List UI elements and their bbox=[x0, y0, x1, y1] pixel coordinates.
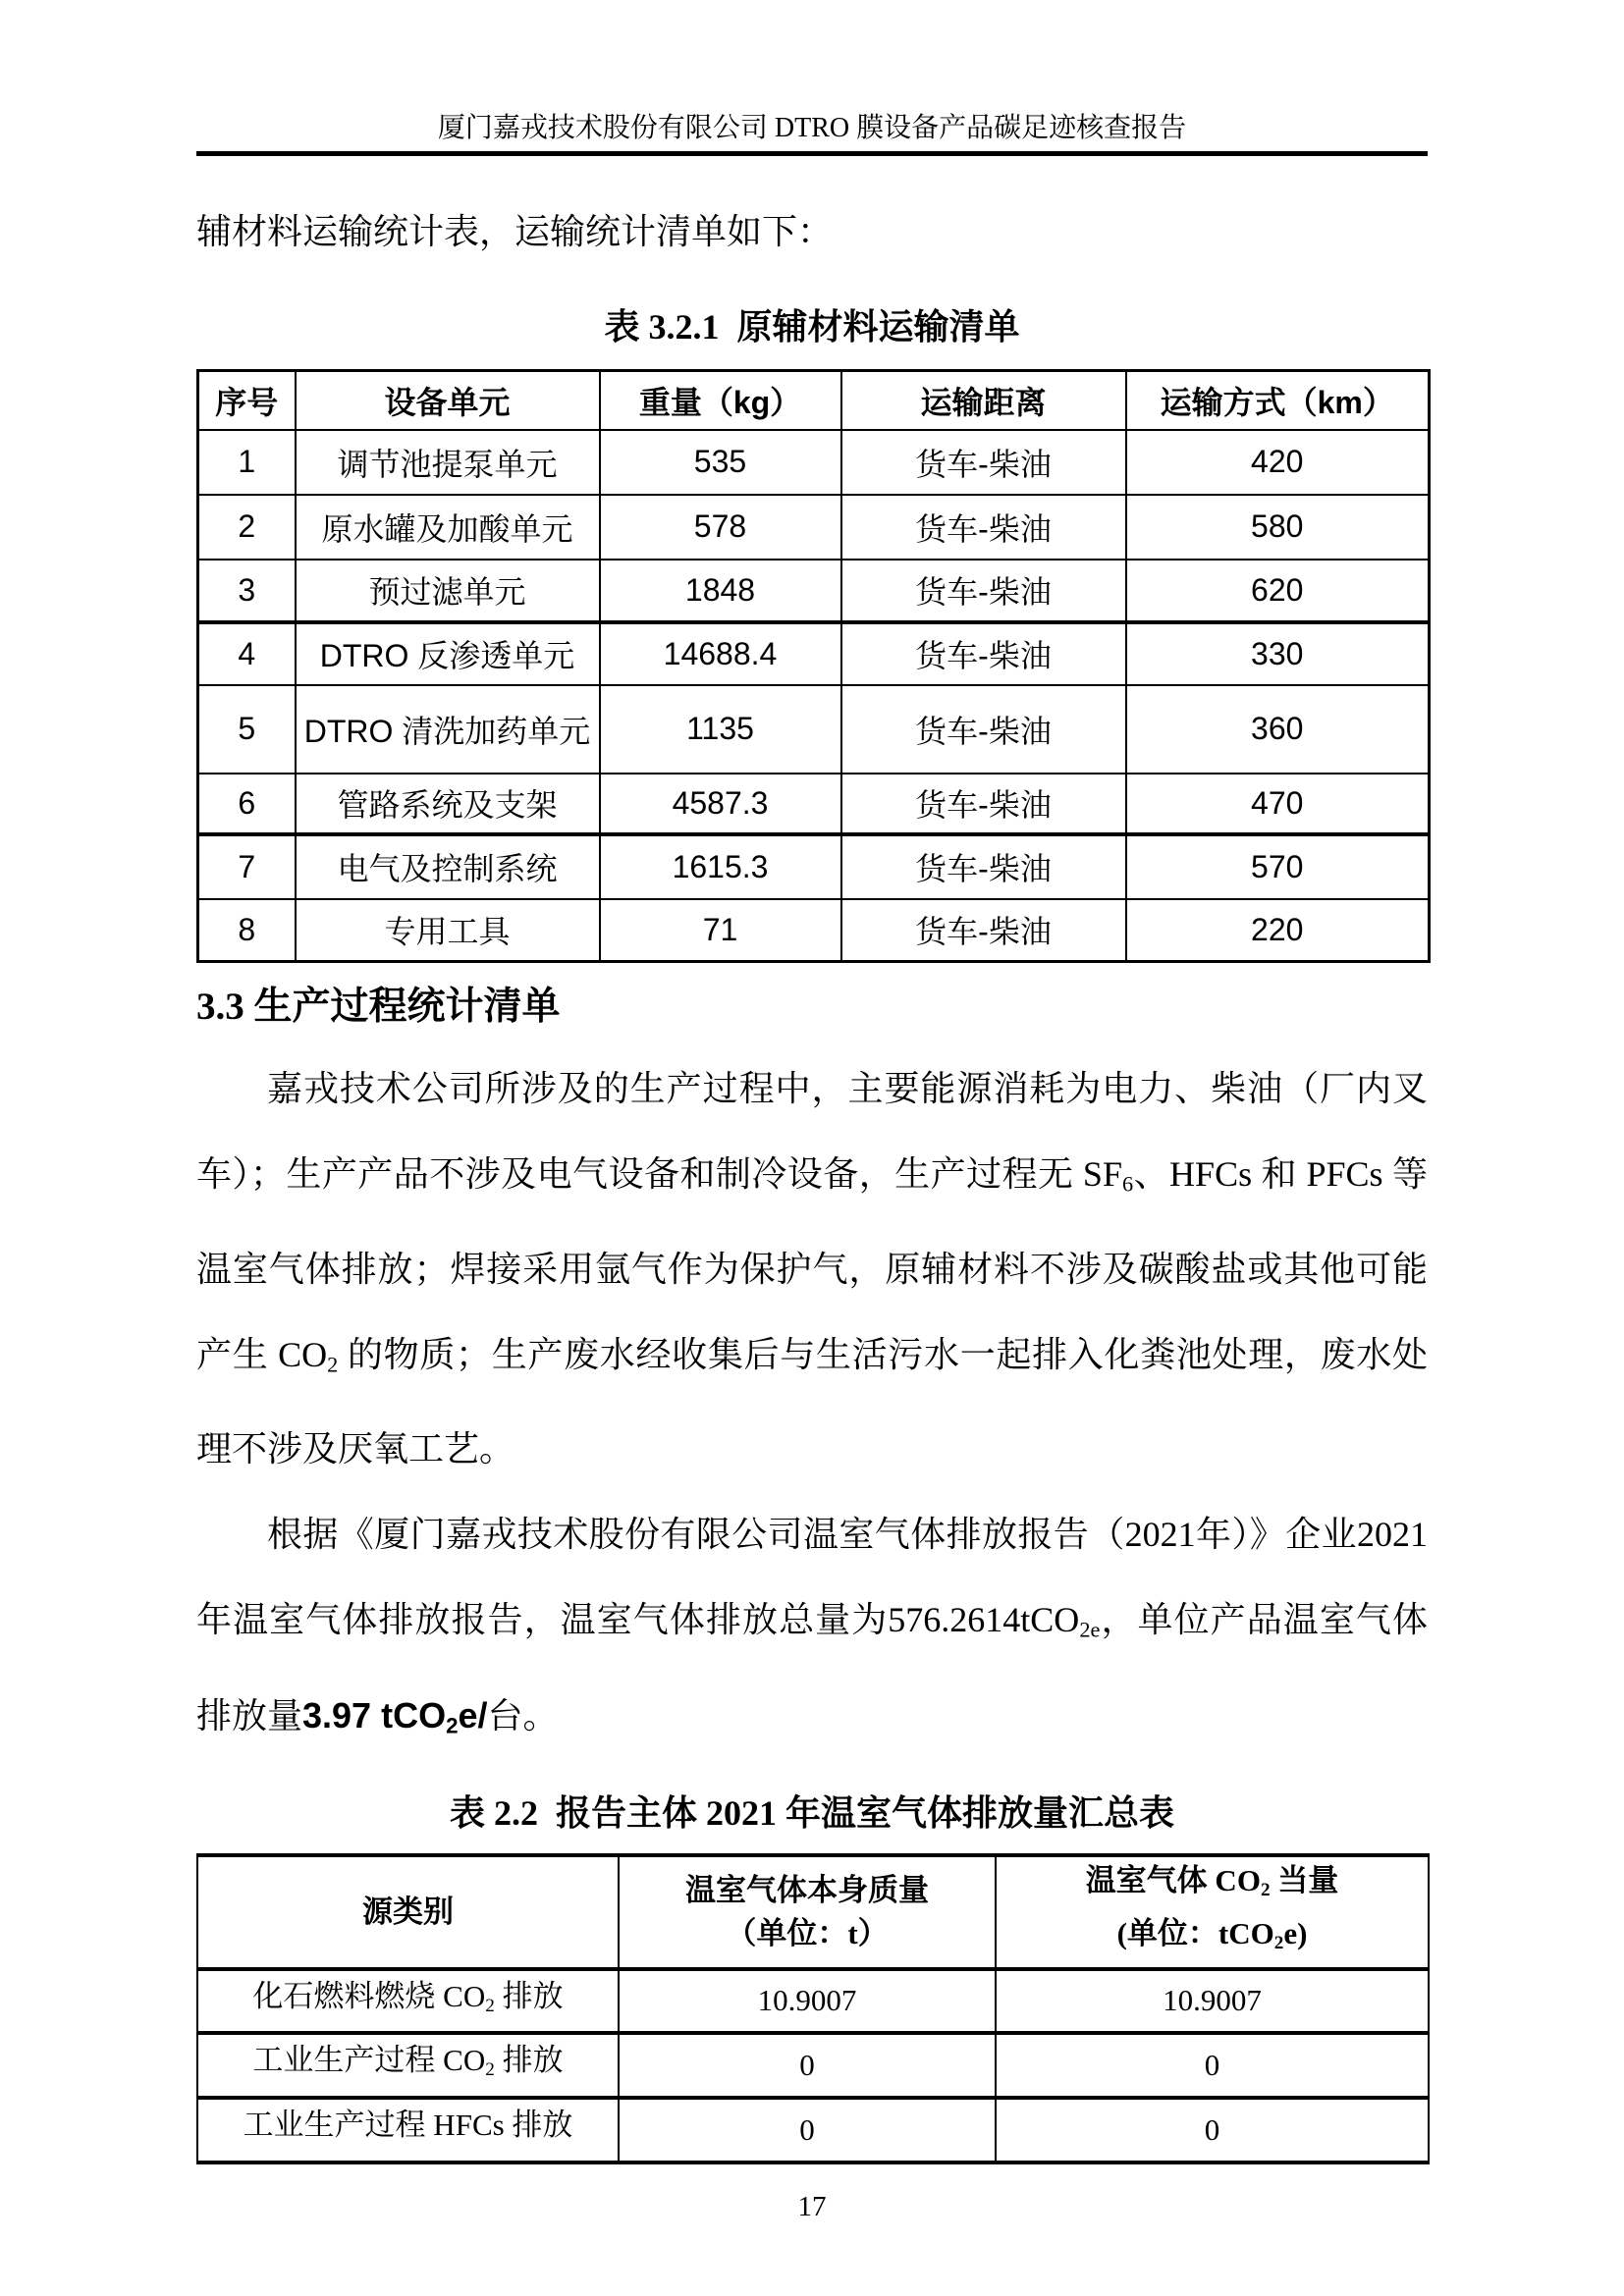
cell-unit: 电气及控制系统 bbox=[296, 834, 600, 899]
para1-text: 的物质；生产废水经收集后与生活污水一起排入化粪池处理，废水处理不涉及厌氧工艺。 bbox=[196, 1334, 1428, 1469]
cell-index: 5 bbox=[198, 685, 296, 774]
subscript-co2: 2 bbox=[1260, 1880, 1271, 1901]
cell-distance: 货车-柴油 bbox=[841, 899, 1126, 962]
col-header-weight: 重量（kg） bbox=[600, 371, 841, 430]
col-header-co2e bbox=[996, 1855, 1429, 1969]
cell-mode: 570 bbox=[1126, 834, 1430, 899]
cell-weight: 535 bbox=[600, 430, 841, 495]
cell-co2e-value: 0 bbox=[996, 2033, 1429, 2098]
cell-mode: 420 bbox=[1126, 430, 1430, 495]
cell-distance: 货车-柴油 bbox=[841, 774, 1126, 834]
para2-unit-value: 3.97 tCO bbox=[302, 1694, 447, 1735]
cell-distance: 货车-柴油 bbox=[841, 685, 1126, 774]
cell-index: 6 bbox=[198, 774, 296, 834]
table-row bbox=[198, 622, 1430, 685]
table-row bbox=[198, 495, 1430, 560]
header-mass-line1: 温室气体本身质量 bbox=[685, 1873, 929, 1908]
table-row bbox=[198, 774, 1430, 834]
source-label-text: 工业生产过程 CO bbox=[252, 2043, 486, 2077]
col-header-mass bbox=[619, 1855, 996, 1969]
cell-source-label bbox=[197, 2098, 619, 2163]
table-row bbox=[197, 1969, 1429, 2033]
cell-weight: 578 bbox=[600, 495, 841, 560]
table-row bbox=[197, 2033, 1429, 2098]
cell-index: 1 bbox=[198, 430, 296, 495]
para1-text: 嘉戎技术公司所涉及的生产过程中，主要能源消耗为电力、柴油（厂内叉车）；生产产品不涉及电气设备和制冷设备，生产过程无 SF bbox=[196, 1069, 1428, 1194]
cell-distance: 货车-柴油 bbox=[841, 560, 1126, 622]
cell-distance: 货车-柴油 bbox=[841, 622, 1126, 685]
table-row bbox=[198, 899, 1430, 962]
cell-distance: 货车-柴油 bbox=[841, 430, 1126, 495]
para2-text: 根据《厦门嘉戎技术股份有限公司温室气体排放报告（2021年）》企业2021年温室气体排放报告，温室气体排放总量为 bbox=[196, 1515, 1428, 1640]
col-header-unit: 设备单元 bbox=[296, 371, 600, 430]
para2-unit-value-suffix: e/ bbox=[458, 1694, 488, 1735]
table-row bbox=[198, 685, 1430, 774]
lead-text: 辅材料运输统计表，运输统计清单如下： bbox=[196, 212, 834, 251]
para1-text: 、HFCs 和 PFCs 等温室气体排放；焊接采用氩气作为保护气，原辅材料不涉及碳酸盐或其他可能产生 CO bbox=[196, 1154, 1429, 1374]
subscript-tco2e: 2 bbox=[1273, 1932, 1284, 1953]
cell-weight: 1615.3 bbox=[600, 834, 841, 899]
source-label-text: 排放 bbox=[494, 2043, 564, 2077]
cell-co2e-value: 10.9007 bbox=[996, 1969, 1429, 2033]
page-header bbox=[196, 0, 1428, 156]
page-header-title: 厦门嘉戎技术股份有限公司 DTRO 膜设备产品碳足迹核查报告 bbox=[437, 113, 1187, 143]
table1-caption: 表 3.2.1 原辅材料运输清单 bbox=[604, 307, 1020, 347]
cell-unit: 管路系统及支架 bbox=[296, 774, 600, 834]
subscript-tco2e: 2e bbox=[1079, 1617, 1101, 1642]
cell-mass-value: 0 bbox=[619, 2098, 996, 2163]
cell-mode: 620 bbox=[1126, 560, 1430, 622]
subscript-co2: 2 bbox=[327, 1352, 339, 1377]
table-header-row bbox=[197, 1855, 1429, 1969]
table2-caption: 表 2.2 报告主体 2021 年温室气体排放量汇总表 bbox=[449, 1793, 1174, 1834]
cell-weight: 14688.4 bbox=[600, 622, 841, 685]
subscript-tco2e-unit: 2 bbox=[446, 1713, 459, 1738]
cell-co2e-value: 0 bbox=[996, 2098, 1429, 2163]
subscript-co2: 2 bbox=[485, 2058, 495, 2080]
subscript-sf6: 6 bbox=[1121, 1171, 1134, 1197]
header-co2e-line1: 温室气体 CO bbox=[1085, 1863, 1261, 1898]
cell-distance: 货车-柴油 bbox=[841, 834, 1126, 899]
header-co2e-line1b: 当量 bbox=[1270, 1863, 1339, 1898]
para2-text: 台。 bbox=[487, 1695, 559, 1735]
table-row bbox=[198, 430, 1430, 495]
para2-total-value: 576.2614tCO bbox=[888, 1600, 1080, 1640]
cell-mass-value: 0 bbox=[619, 2033, 996, 2098]
cell-unit: 调节池提泵单元 bbox=[296, 430, 600, 495]
table-row bbox=[198, 834, 1430, 899]
cell-unit: 专用工具 bbox=[296, 899, 600, 962]
cell-source-label bbox=[197, 2033, 619, 2098]
table-row bbox=[197, 2098, 1429, 2163]
cell-unit: 原水罐及加酸单元 bbox=[296, 495, 600, 560]
source-label-text: 排放 bbox=[494, 1978, 564, 2013]
page-number: 17 bbox=[797, 2190, 827, 2222]
header-rule bbox=[196, 151, 1428, 156]
paragraph-ghg-report bbox=[196, 1492, 1428, 1768]
paragraph-production-process bbox=[196, 1046, 1428, 1492]
cell-unit: DTRO 反渗透单元 bbox=[296, 622, 600, 685]
cell-source-label bbox=[197, 1969, 619, 2033]
source-label-text: 工业生产过程 HFCs 排放 bbox=[243, 2108, 573, 2142]
cell-index: 2 bbox=[198, 495, 296, 560]
header-mass-line2: （单位：t） bbox=[726, 1916, 889, 1951]
cell-mode: 470 bbox=[1126, 774, 1430, 834]
header-co2e-line2: (单位：tCO bbox=[1116, 1916, 1274, 1951]
table-header-row bbox=[198, 371, 1430, 430]
cell-weight: 71 bbox=[600, 899, 841, 962]
cell-weight: 1848 bbox=[600, 560, 841, 622]
cell-mode: 220 bbox=[1126, 899, 1430, 962]
cell-weight: 1135 bbox=[600, 685, 841, 774]
cell-mode: 330 bbox=[1126, 622, 1430, 685]
cell-weight: 4587.3 bbox=[600, 774, 841, 834]
col-header-source: 源类别 bbox=[197, 1855, 619, 1969]
col-header-mode: 运输方式（km） bbox=[1126, 371, 1430, 430]
source-label-text: 化石燃料燃烧 CO bbox=[252, 1978, 486, 2013]
header-co2e-line2b: e) bbox=[1283, 1916, 1308, 1951]
cell-mode: 580 bbox=[1126, 495, 1430, 560]
cell-index: 4 bbox=[198, 622, 296, 685]
cell-index: 8 bbox=[198, 899, 296, 962]
emission-summary-table bbox=[196, 1853, 1430, 2164]
cell-mode: 360 bbox=[1126, 685, 1430, 774]
cell-mass-value: 10.9007 bbox=[619, 1969, 996, 2033]
col-header-distance: 运输距离 bbox=[841, 371, 1126, 430]
para2-text: ，单位产品温室气体排放量 bbox=[196, 1600, 1428, 1735]
cell-distance: 货车-柴油 bbox=[841, 495, 1126, 560]
section-heading-3-3: 3.3 生产过程统计清单 bbox=[196, 986, 561, 1028]
col-header-index: 序号 bbox=[198, 371, 296, 430]
subscript-co2: 2 bbox=[485, 1995, 495, 2016]
cell-unit: 预过滤单元 bbox=[296, 560, 600, 622]
table-row bbox=[198, 560, 1430, 622]
transport-table bbox=[196, 369, 1431, 963]
cell-unit: DTRO 清洗加药单元 bbox=[296, 685, 600, 774]
cell-index: 7 bbox=[198, 834, 296, 899]
cell-index: 3 bbox=[198, 560, 296, 622]
